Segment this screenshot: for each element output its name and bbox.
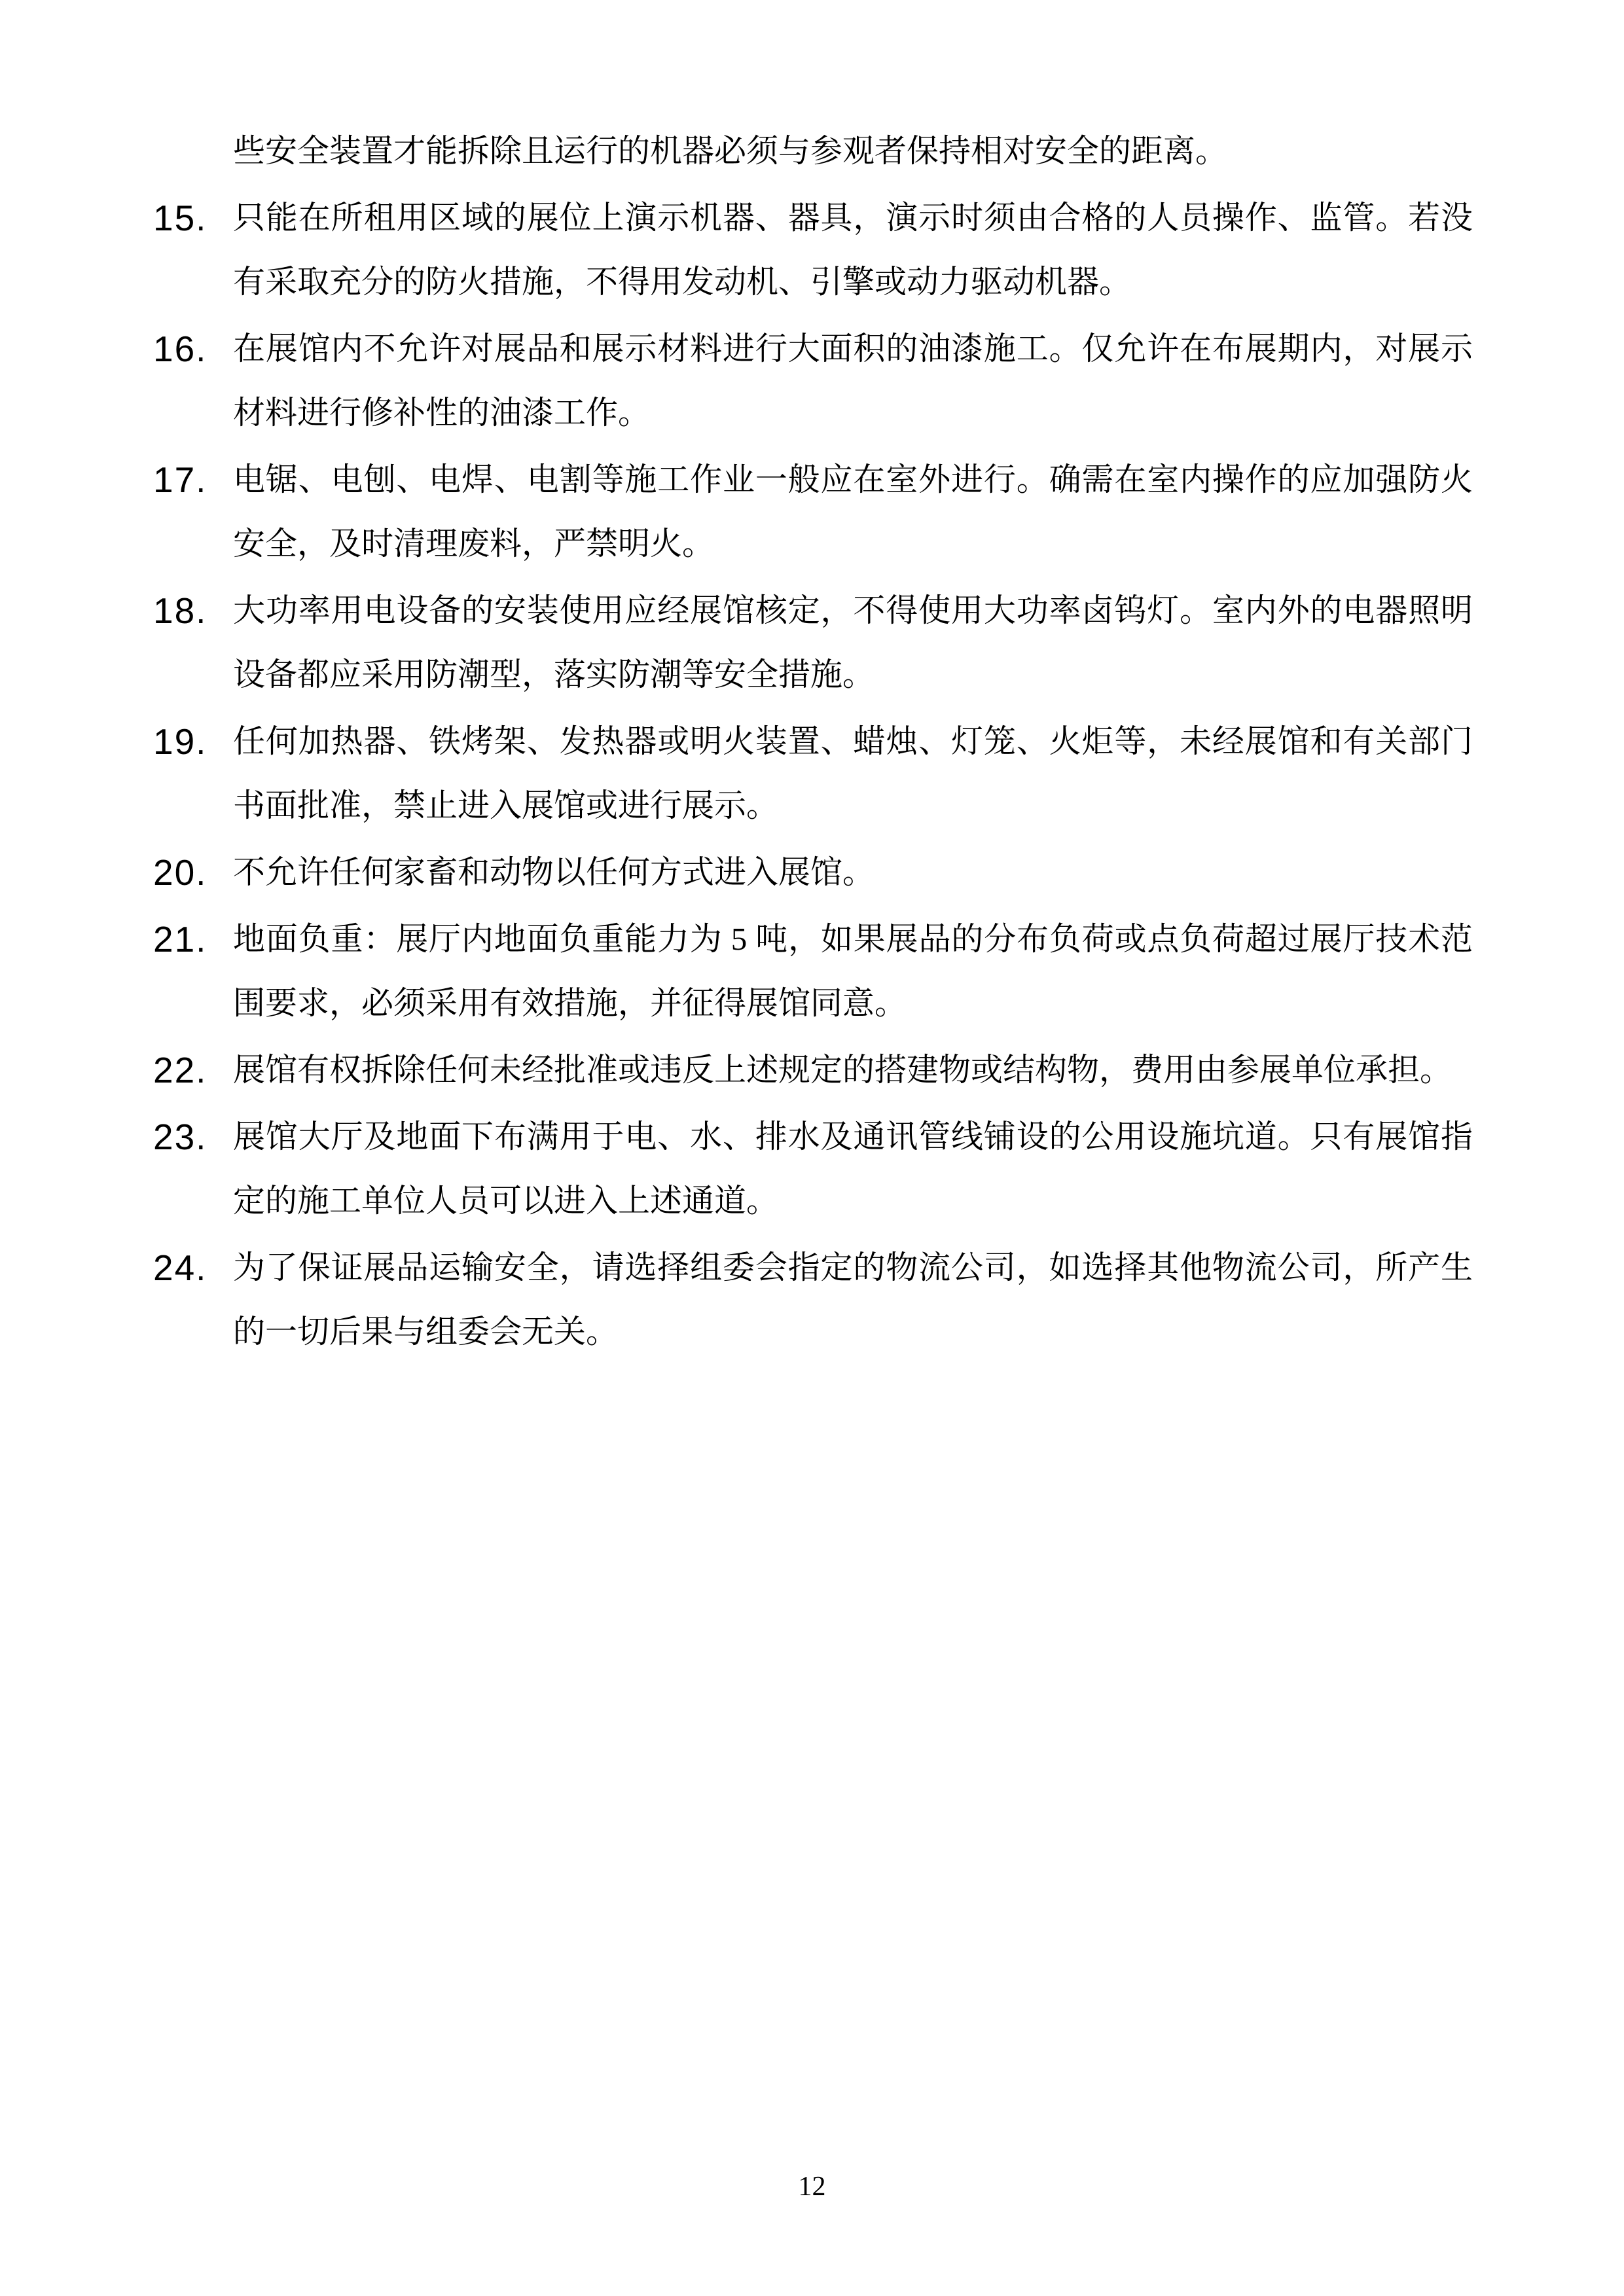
list-item (153, 709, 1473, 838)
list-item (153, 448, 1473, 576)
item-number: 23. (153, 1117, 208, 1157)
item-text: 为了保证展品运输安全，请选择组委会指定的物流公司，如选择其他物流公司，所产生的一切后果与组委会无关。 (233, 1249, 1473, 1350)
rules-list (153, 119, 1473, 1367)
item-text: 展馆有权拆除任何未经批准或违反上述规定的搭建物或结构物，费用由参展单位承担。 (233, 1052, 1453, 1088)
item-text: 不允许任何家畜和动物以任何方式进入展馆。 (233, 854, 875, 890)
rules-items (153, 186, 1473, 1364)
item-text: 只能在所租用区域的展位上演示机器、器具，演示时须由合格的人员操作、监管。若没有采取充分的防火措施，不得用发动机、引擎或动力驱动机器。 (233, 200, 1473, 300)
item-text: 电锯、电刨、电焊、电割等施工作业一般应在室外进行。确需在室内操作的应加强防火安全，及时清理废料，严禁明火。 (233, 461, 1473, 562)
item-number: 18. (153, 590, 208, 631)
item-number: 15. (153, 198, 208, 238)
item-text: 地面负重：展厅内地面负重能力为 5 吨，如果展品的分布负荷或点负荷超过展厅技术范围要求，必须采用有效措施，并征得展馆同意。 (233, 921, 1473, 1021)
list-item (153, 317, 1473, 445)
item-text: 在展馆内不允许对展品和展示材料进行大面积的油漆施工。仅允许在布展期内，对展示材料进行修补性的油漆工作。 (233, 331, 1473, 431)
item-number: 21. (153, 919, 208, 960)
list-item (153, 186, 1473, 314)
item-number: 24. (153, 1247, 208, 1288)
list-item (153, 1236, 1473, 1364)
list-item (153, 1038, 1473, 1102)
item-number: 17. (153, 459, 208, 500)
list-item (153, 907, 1473, 1035)
item-number: 16. (153, 329, 208, 369)
list-item (153, 579, 1473, 707)
item-number: 20. (153, 852, 208, 893)
page-number: 12 (798, 2172, 826, 2202)
continuation-paragraph: 些安全装置才能拆除且运行的机器必须与参观者保持相对安全的距离。 (233, 133, 1228, 169)
list-item (153, 840, 1473, 905)
item-text: 展馆大厅及地面下布满用于电、水、排水及通讯管线铺设的公用设施坑道。只有展馆指定的施工单位人员可以进入上述通道。 (233, 1119, 1473, 1219)
item-text: 大功率用电设备的安装使用应经展馆核定，不得使用大功率卤钨灯。室内外的电器照明设备都应采用防潮型，落实防潮等安全措施。 (233, 592, 1473, 692)
item-text: 任何加热器、铁烤架、发热器或明火装置、蜡烛、灯笼、火炬等，未经展馆和有关部门书面批准，禁止进入展馆或进行展示。 (233, 723, 1473, 823)
list-item (153, 1105, 1473, 1233)
item-number: 19. (153, 721, 208, 762)
item-number: 22. (153, 1050, 208, 1090)
